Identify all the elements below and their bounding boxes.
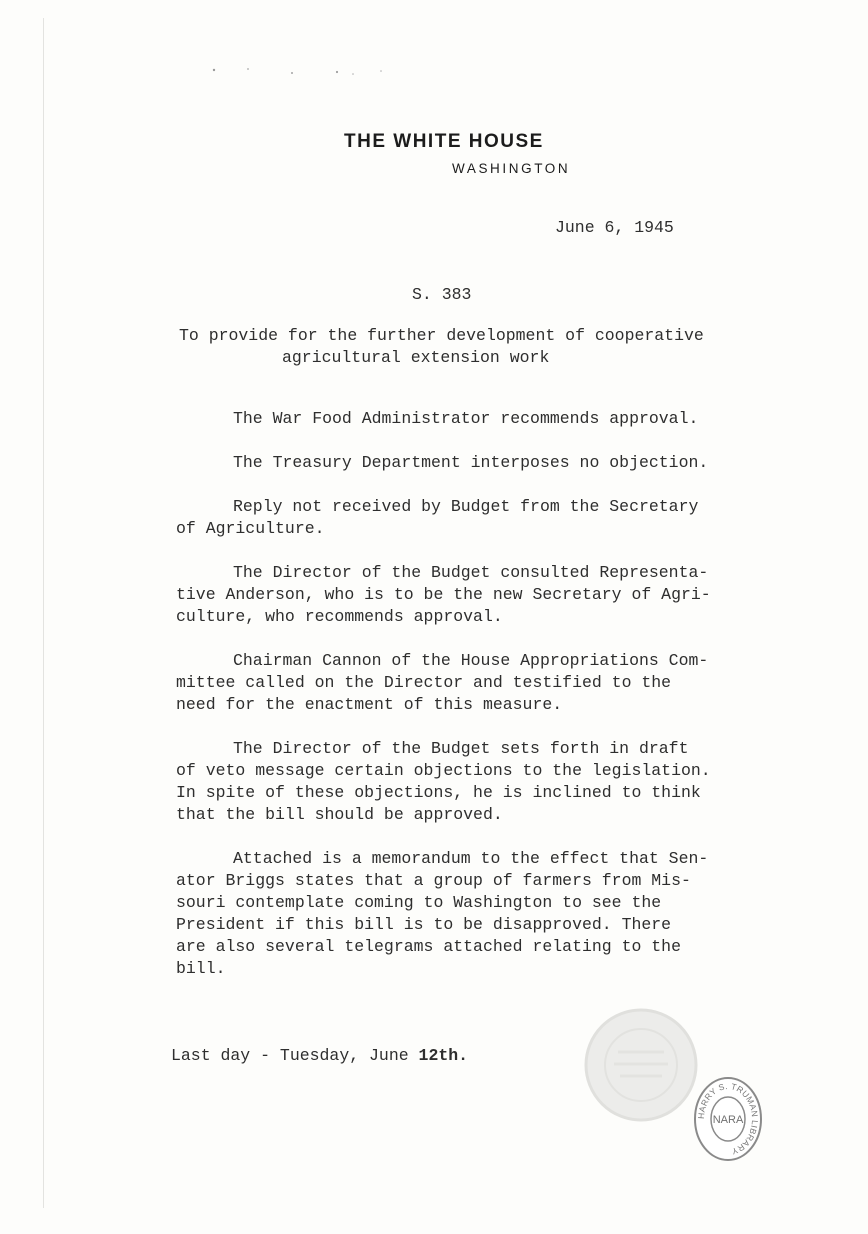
paragraph-cannon <box>176 650 756 716</box>
paragraph-agriculture-reply <box>176 496 756 540</box>
stamp-code: NARA <box>712 1114 744 1126</box>
paragraph-line: Attached is a memorandum to the effect that Sen- <box>233 849 709 868</box>
bill-number: S. 383 <box>412 285 472 304</box>
paragraph-line: In spite of these objections, he is inclined to think <box>176 783 701 802</box>
paragraph-veto-draft <box>176 738 756 826</box>
paragraph-line: need for the enactment of this measure. <box>176 695 563 714</box>
paragraph-anderson <box>176 562 756 628</box>
faint-library-stamp <box>578 1002 704 1128</box>
paper-specks <box>210 62 390 82</box>
paragraph-line: The War Food Administrator recommends approval. <box>233 409 699 428</box>
bill-title-line: agricultural extension work <box>282 348 550 367</box>
paragraph-line: ator Briggs states that a group of farmers from Mis- <box>176 871 691 890</box>
last-day-date: 12th. <box>418 1046 469 1065</box>
memo-date: June 6, 1945 <box>555 218 674 237</box>
paragraph-line: tive Anderson, who is to be the new Secretary of Agri- <box>176 585 711 604</box>
paragraph-line: of veto message certain objections to the legislation. <box>176 761 711 780</box>
page-edge-line <box>43 18 44 1208</box>
nara-library-stamp <box>692 1075 764 1163</box>
paragraph-line: Chairman Cannon of the House Appropriations Com- <box>233 651 709 670</box>
bill-title-line: To provide for the further development of cooperative <box>179 326 704 345</box>
paragraph-line: souri contemplate coming to Washington to see the <box>176 893 662 912</box>
paragraph-line: The Director of the Budget consulted Representa- <box>233 563 709 582</box>
paragraph-line: that the bill should be approved. <box>176 805 503 824</box>
paragraph-briggs-memo <box>176 848 756 980</box>
paragraph-line: The Treasury Department interposes no objection. <box>233 453 709 472</box>
paragraph-line: are also several telegrams attached relating to the <box>176 937 681 956</box>
letterhead-title: THE WHITE HOUSE <box>344 131 544 152</box>
memo-body <box>176 408 756 1002</box>
last-day-note <box>171 1046 468 1065</box>
paragraph-line: The Director of the Budget sets forth in draft <box>233 739 689 758</box>
paragraph-treasury <box>176 452 756 474</box>
paragraph-line: mittee called on the Director and testified to the <box>176 673 672 692</box>
paragraph-war-food <box>176 408 756 430</box>
paragraph-line: of Agriculture. <box>176 519 325 538</box>
last-day-prefix: Last day - Tuesday, June <box>171 1046 419 1065</box>
stamp-library-name: HARRY S. TRUMAN LIBRARY <box>695 1080 761 1157</box>
paragraph-line: culture, who recommends approval. <box>176 607 503 626</box>
paragraph-line: Reply not received by Budget from the Secretary <box>233 497 699 516</box>
paragraph-line: bill. <box>176 959 226 978</box>
paragraph-line: President if this bill is to be disapproved. There <box>176 915 672 934</box>
letterhead-subtitle: WASHINGTON <box>452 161 571 176</box>
